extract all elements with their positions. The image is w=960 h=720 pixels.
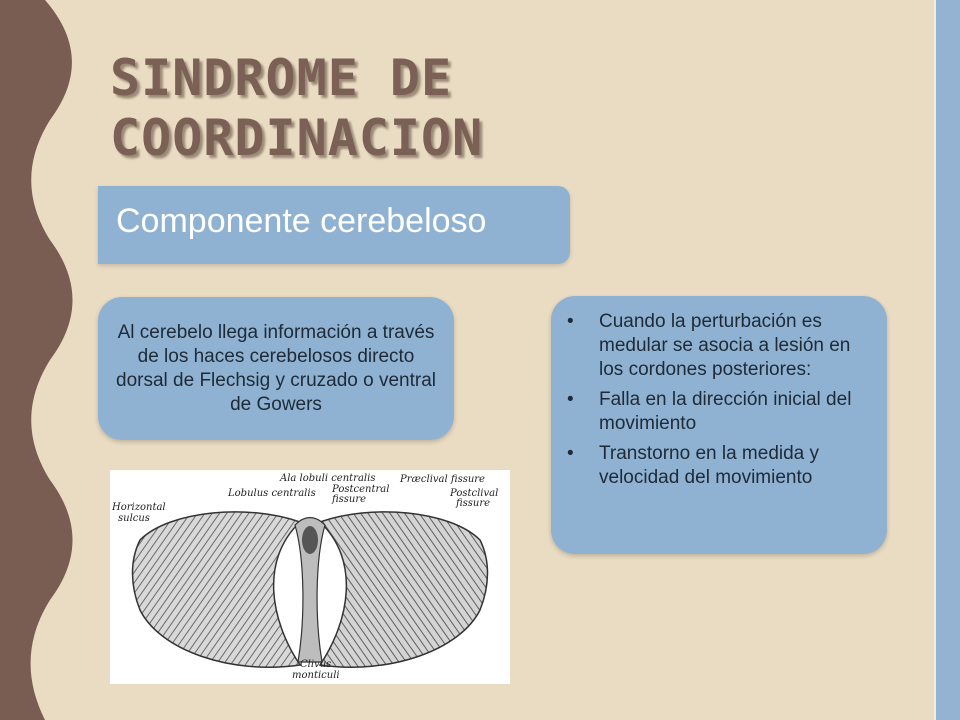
label-clivus: Clivus (300, 659, 332, 670)
label-clivus-monticuli: monticuli (292, 670, 340, 681)
title-line-2: COORDINACION (110, 109, 484, 167)
decorative-right-band (936, 0, 960, 720)
bullet-text: Falla en la dirección inicial del movimiento (599, 389, 852, 434)
bullet-dot: • (567, 443, 574, 464)
cerebellum-drawing (110, 470, 510, 684)
subtitle-banner (98, 186, 570, 264)
label-horizontal: Horizontal (112, 502, 166, 513)
bullet-dot: • (567, 389, 574, 410)
label-lobulus-centralis: Lobulus centralis (228, 488, 316, 499)
label-ala-lobuli: Ala lobuli centralis (280, 473, 376, 484)
bullet-text: Transtorno en la medida y velocidad del movimiento (599, 443, 820, 488)
cerebellum-illustration (110, 470, 510, 684)
label-postcentral: Postcentral (332, 484, 390, 495)
info-card-left-text: Al cerebelo llega información a través de los haces cerebelosos directo dorsal de Flechsig y cruzado o ventral de Gowers (116, 321, 436, 415)
bullet-item (567, 442, 875, 490)
label-postcentral-fissure: fissure (332, 494, 367, 505)
bullet-text: Cuando la perturbación es medular se asocia a lesión en los cordones posteriores: (599, 311, 851, 380)
slide-title (110, 48, 810, 168)
bullet-list (551, 296, 887, 490)
label-postclival-fissure: fissure (456, 498, 491, 509)
bullet-item (567, 388, 875, 436)
label-horizontal-sulcus: sulcus (118, 513, 150, 524)
bullet-item (567, 310, 875, 382)
bullet-dot: • (567, 311, 574, 332)
info-card-right (551, 296, 887, 554)
title-line-1: SINDROME DE (110, 49, 453, 107)
subtitle-text: Componente cerebeloso (116, 202, 487, 240)
decorative-wave-band (0, 0, 80, 720)
label-preclival: Præclival fissure (400, 474, 485, 485)
label-postclival: Postclival (450, 488, 499, 499)
info-card-left (98, 297, 454, 440)
